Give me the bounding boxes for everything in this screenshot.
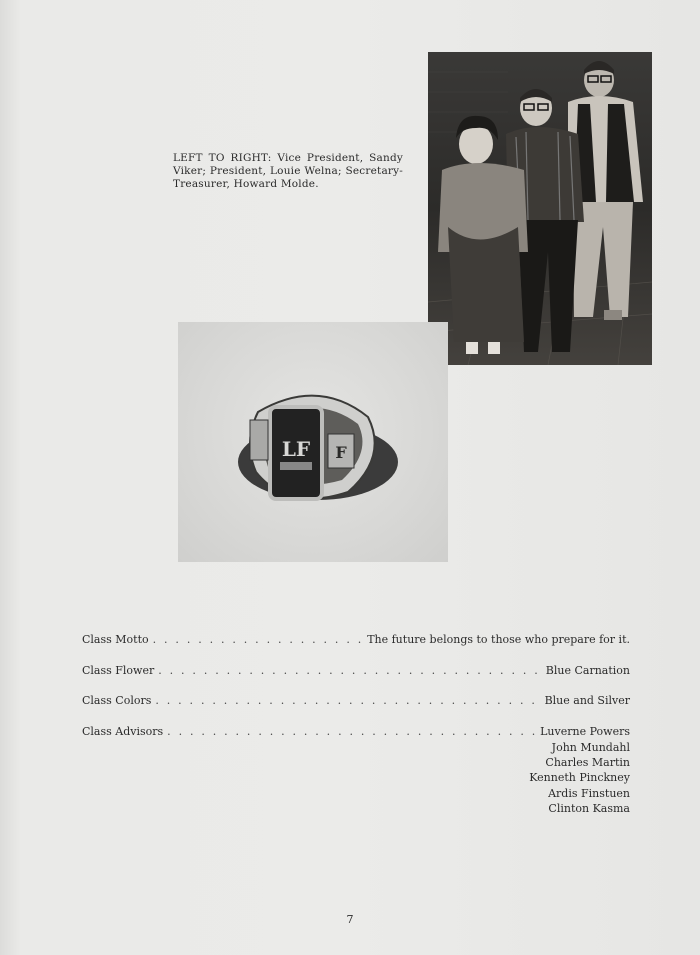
leader-dots: [158, 664, 542, 677]
advisor-name: Kenneth Pinckney: [529, 771, 630, 784]
advisor-name: John Mundahl: [551, 741, 630, 754]
advisor-name: Clinton Kasma: [548, 802, 630, 815]
photo-caption: LEFT TO RIGHT: Vice President, Sandy Viker; President, Louie Welna; Secretary-Treasurer, Howard Molde.: [173, 152, 403, 190]
advisor-name: Ardis Finstuen: [548, 787, 630, 800]
class-advisors-label: Class Advisors: [82, 725, 164, 738]
class-motto-label: Class Motto: [82, 633, 149, 646]
leader-dots: [155, 694, 540, 707]
class-colors-value: Blue and Silver: [544, 694, 630, 707]
class-colors-row: [82, 694, 630, 708]
class-officers-illustration: [428, 52, 652, 365]
class-flower-value: Blue Carnation: [545, 664, 630, 677]
ring-monogram: LF: [281, 437, 311, 461]
page-number: 7: [346, 913, 354, 926]
ring-side-letter: F: [335, 443, 347, 462]
leader-dots: [153, 633, 364, 646]
class-ring-illustration: [178, 322, 448, 562]
class-motto-value: The future belongs to those who prepare for it.: [367, 633, 630, 646]
class-flower-label: Class Flower: [82, 664, 155, 677]
leader-dots: [167, 725, 536, 738]
class-motto-row: [82, 633, 630, 647]
advisor-name: Luverne Powers: [540, 725, 630, 738]
advisor-name: Charles Martin: [545, 756, 630, 769]
class-colors-label: Class Colors: [82, 694, 152, 707]
class-ring-photo: [178, 322, 448, 562]
class-officers-photo: [428, 52, 652, 365]
class-flower-row: [82, 664, 630, 678]
class-advisors-row: [82, 725, 630, 739]
